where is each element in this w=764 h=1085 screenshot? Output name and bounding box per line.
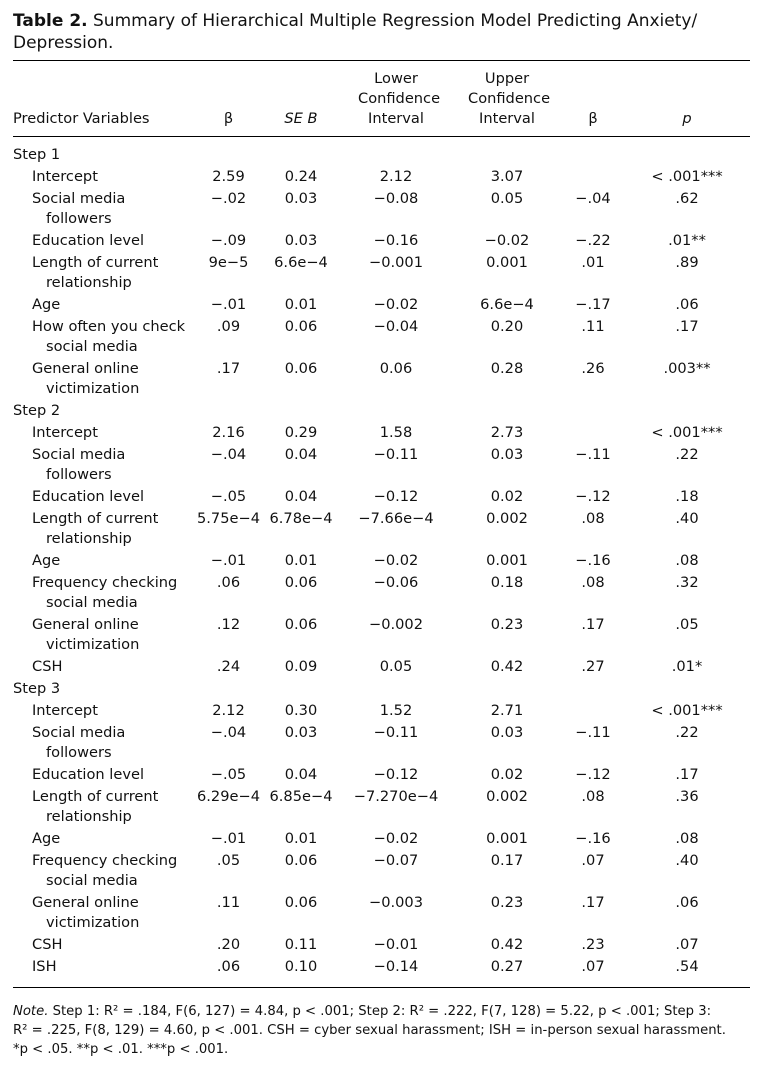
- predictor-name: CSH: [32, 936, 63, 953]
- p-value-cell: .06: [675, 894, 699, 911]
- table-row: [13, 956, 750, 987]
- predictor-name: Intercept: [32, 424, 98, 441]
- header-predictor: Predictor Variables: [13, 61, 195, 137]
- step-label: Step 2: [13, 402, 61, 419]
- p-value-cell: .18: [675, 488, 699, 505]
- se-b-cell: 0.24: [284, 168, 318, 185]
- beta-unstd-cell: 9e−5: [208, 254, 249, 271]
- predictor-cell: [13, 700, 195, 722]
- predictor-cell: [13, 572, 195, 614]
- beta-unstd-cell: −.05: [210, 766, 247, 783]
- lower-ci-cell: −0.16: [373, 232, 419, 249]
- table-row: [13, 486, 750, 508]
- predictor-name: Social media followers: [32, 724, 126, 761]
- beta-unstd-cell: .05: [216, 852, 241, 869]
- se-b-cell: 6.85e−4: [269, 788, 333, 805]
- upper-ci-cell: 0.001: [486, 254, 528, 271]
- p-value-cell: .40: [675, 852, 699, 869]
- predictor-cell: [13, 656, 195, 678]
- p-value-cell: .22: [675, 724, 699, 741]
- beta-std-cell: .17: [581, 894, 605, 911]
- table-caption: [13, 10, 750, 54]
- se-b-cell: 0.06: [284, 360, 318, 377]
- lower-ci-cell: −7.66e−4: [358, 510, 434, 527]
- header-beta-unstd: β: [195, 61, 262, 137]
- p-value-cell: .003**: [663, 360, 711, 377]
- beta-unstd-cell: 5.75e−4: [197, 510, 260, 527]
- p-value-cell: .05: [675, 616, 699, 633]
- beta-std-cell: −.16: [575, 830, 611, 847]
- p-value-cell: .40: [675, 510, 699, 527]
- predictor-name: How often you check social media: [32, 318, 186, 355]
- beta-std-cell: −.04: [575, 190, 611, 207]
- lower-ci-cell: −0.01: [373, 936, 419, 953]
- table-row: [13, 422, 750, 444]
- predictor-cell: [13, 230, 195, 252]
- upper-ci-cell: 0.23: [490, 616, 524, 633]
- lower-ci-cell: −7.270e−4: [353, 788, 439, 805]
- predictor-name: CSH: [32, 658, 63, 675]
- beta-std-cell: .07: [581, 852, 605, 869]
- predictor-cell: [13, 722, 195, 764]
- predictor-cell: [13, 166, 195, 188]
- upper-ci-cell: 0.001: [486, 830, 528, 847]
- table-row: [13, 722, 750, 764]
- lower-ci-cell: −0.04: [373, 318, 419, 335]
- se-b-cell: 0.03: [284, 724, 318, 741]
- table-row: [13, 764, 750, 786]
- beta-std-cell: .07: [581, 958, 605, 975]
- table-row: [13, 230, 750, 252]
- beta-unstd-cell: 2.59: [212, 168, 245, 185]
- beta-std-cell: [562, 166, 624, 188]
- upper-ci-cell: 0.002: [486, 510, 528, 527]
- beta-unstd-cell: .09: [216, 318, 241, 335]
- step-row: [13, 678, 750, 700]
- lower-ci-cell: −0.003: [368, 894, 423, 911]
- lower-ci-cell: 0.05: [379, 658, 413, 675]
- table-row: [13, 550, 750, 572]
- predictor-name: Age: [32, 552, 61, 569]
- upper-ci-cell: 0.02: [490, 488, 524, 505]
- upper-ci-cell: 0.27: [490, 958, 524, 975]
- beta-unstd-cell: .17: [216, 360, 241, 377]
- beta-unstd-cell: −.01: [210, 830, 247, 847]
- beta-std-cell: .27: [581, 658, 605, 675]
- table-row: [13, 166, 750, 188]
- beta-std-cell: .26: [581, 360, 605, 377]
- predictor-name: Frequency checking social media: [32, 852, 178, 889]
- p-value-cell: < .001***: [651, 702, 723, 719]
- predictor-name: ISH: [32, 958, 57, 975]
- table-row: [13, 294, 750, 316]
- p-value-cell: .07: [675, 936, 699, 953]
- predictor-cell: [13, 614, 195, 656]
- beta-std-cell: .01: [581, 254, 605, 271]
- table-row: [13, 316, 750, 358]
- beta-std-cell: .08: [581, 574, 605, 591]
- beta-unstd-cell: .12: [216, 616, 241, 633]
- beta-std-cell: .08: [581, 788, 605, 805]
- beta-unstd-cell: .24: [216, 658, 241, 675]
- p-value-cell: .17: [675, 766, 699, 783]
- se-b-cell: 0.06: [284, 616, 318, 633]
- step-label: Step 1: [13, 146, 61, 163]
- predictor-cell: [13, 764, 195, 786]
- beta-std-cell: −.12: [575, 488, 611, 505]
- upper-ci-cell: 0.23: [490, 894, 524, 911]
- lower-ci-cell: 2.12: [379, 168, 413, 185]
- upper-ci-cell: 3.07: [490, 168, 524, 185]
- predictor-cell: [13, 934, 195, 956]
- predictor-cell: [13, 828, 195, 850]
- lower-ci-cell: −0.02: [373, 830, 419, 847]
- lower-ci-cell: 1.58: [379, 424, 413, 441]
- predictor-name: Social media followers: [32, 446, 126, 483]
- upper-ci-cell: 0.20: [490, 318, 524, 335]
- beta-unstd-cell: −.01: [210, 296, 247, 313]
- predictor-cell: [13, 508, 195, 550]
- se-b-cell: 0.01: [284, 296, 318, 313]
- header-upper-ci: Upper Confidence Interval: [452, 61, 562, 137]
- upper-ci-cell: 0.17: [490, 852, 524, 869]
- beta-std-cell: [562, 700, 624, 722]
- lower-ci-cell: −0.001: [368, 254, 423, 271]
- table-body: [13, 137, 750, 988]
- se-b-cell: 0.01: [284, 552, 318, 569]
- beta-std-cell: −.11: [575, 724, 611, 741]
- p-value-cell: .22: [675, 446, 699, 463]
- note-line-3: *p < .05. **p < .01. ***p < .001.: [13, 1042, 229, 1057]
- p-value-cell: .01*: [671, 658, 703, 675]
- table-row: [13, 786, 750, 828]
- note-line-2: R² = .225, F(8, 129) = 4.60, p < .001. CSH = cyber sexual harassment; ISH = in-person sexual harassment.: [13, 1023, 726, 1038]
- beta-unstd-cell: .11: [216, 894, 241, 911]
- beta-unstd-cell: 2.12: [212, 702, 245, 719]
- se-b-cell: 0.10: [284, 958, 318, 975]
- upper-ci-cell: 2.73: [490, 424, 524, 441]
- lower-ci-cell: −0.07: [373, 852, 419, 869]
- se-b-cell: 6.6e−4: [274, 254, 328, 271]
- header-beta-std: β: [562, 61, 624, 137]
- predictor-cell: [13, 188, 195, 230]
- predictor-name: General online victimization: [32, 894, 140, 931]
- beta-std-cell: .23: [581, 936, 605, 953]
- p-value-cell: .36: [675, 788, 699, 805]
- beta-std-cell: −.22: [575, 232, 611, 249]
- se-b-cell: 0.01: [284, 830, 318, 847]
- lower-ci-cell: −0.002: [368, 616, 423, 633]
- upper-ci-cell: 2.71: [490, 702, 524, 719]
- table-note: [13, 1002, 750, 1059]
- se-b-cell: 0.30: [284, 702, 318, 719]
- table-row: [13, 572, 750, 614]
- table-row: [13, 508, 750, 550]
- predictor-cell: [13, 892, 195, 934]
- bottom-rule: [13, 987, 750, 988]
- beta-unstd-cell: −.05: [210, 488, 247, 505]
- predictor-cell: [13, 486, 195, 508]
- p-value-cell: .89: [675, 254, 699, 271]
- beta-std-cell: [562, 422, 624, 444]
- note-line-1: Step 1: R² = .184, F(6, 127) = 4.84, p < .001; Step 2: R² = .222, F(7, 128) = 5.22, p < .001; Step 3:: [52, 1004, 712, 1019]
- se-b-cell: 0.06: [284, 852, 318, 869]
- p-value-cell: < .001***: [651, 168, 723, 185]
- predictor-name: Length of current relationship: [32, 254, 159, 291]
- lower-ci-cell: −0.14: [373, 958, 419, 975]
- p-value-cell: .06: [675, 296, 699, 313]
- header-row: [13, 61, 750, 137]
- predictor-cell: [13, 550, 195, 572]
- se-b-cell: 0.09: [284, 658, 318, 675]
- beta-std-cell: −.17: [575, 296, 611, 313]
- se-b-cell: 0.06: [284, 894, 318, 911]
- predictor-name: Intercept: [32, 702, 98, 719]
- predictor-name: Education level: [32, 766, 144, 783]
- se-b-cell: 0.29: [284, 424, 318, 441]
- beta-unstd-cell: 6.29e−4: [197, 788, 260, 805]
- se-b-cell: 0.03: [284, 232, 318, 249]
- se-b-cell: 6.78e−4: [269, 510, 333, 527]
- beta-unstd-cell: 2.16: [212, 424, 245, 441]
- note-label: Note.: [13, 1004, 49, 1019]
- upper-ci-cell: 0.42: [490, 936, 524, 953]
- lower-ci-cell: 0.06: [379, 360, 413, 377]
- predictor-cell: [13, 956, 195, 987]
- upper-ci-cell: 0.42: [490, 658, 524, 675]
- predictor-name: General online victimization: [32, 360, 140, 397]
- se-b-cell: 0.06: [284, 318, 318, 335]
- predictor-name: Intercept: [32, 168, 98, 185]
- p-value-cell: .08: [675, 830, 699, 847]
- lower-ci-cell: −0.12: [373, 488, 419, 505]
- beta-unstd-cell: .06: [216, 574, 241, 591]
- predictor-name: Length of current relationship: [32, 788, 159, 825]
- se-b-cell: 0.06: [284, 574, 318, 591]
- se-b-cell: 0.04: [284, 446, 318, 463]
- se-b-cell: 0.04: [284, 766, 318, 783]
- header-lower-ci: Lower Confidence Interval: [340, 61, 452, 137]
- table-title: Summary of Hierarchical Multiple Regression Model Predicting Anxiety/ Depression.: [13, 11, 698, 53]
- upper-ci-cell: 0.28: [490, 360, 524, 377]
- predictor-cell: [13, 850, 195, 892]
- header-p: p: [624, 61, 750, 137]
- step-row: [13, 137, 750, 167]
- predictor-cell: [13, 358, 195, 400]
- upper-ci-cell: 0.03: [490, 724, 524, 741]
- step-row: [13, 400, 750, 422]
- beta-std-cell: .11: [581, 318, 605, 335]
- upper-ci-cell: 0.02: [490, 766, 524, 783]
- beta-std-cell: −.11: [575, 446, 611, 463]
- predictor-cell: [13, 252, 195, 294]
- beta-std-cell: .17: [581, 616, 605, 633]
- p-value-cell: .54: [675, 958, 699, 975]
- predictor-name: Education level: [32, 232, 144, 249]
- upper-ci-cell: 0.05: [490, 190, 524, 207]
- table-row: [13, 656, 750, 678]
- beta-unstd-cell: −.04: [210, 446, 247, 463]
- predictor-name: General online victimization: [32, 616, 140, 653]
- se-b-cell: 0.03: [284, 190, 318, 207]
- table-row: [13, 934, 750, 956]
- p-value-cell: .17: [675, 318, 699, 335]
- predictor-cell: [13, 786, 195, 828]
- table-label: Table 2.: [13, 11, 88, 31]
- p-value-cell: .01**: [668, 232, 706, 249]
- upper-ci-cell: 6.6e−4: [480, 296, 534, 313]
- upper-ci-cell: 0.03: [490, 446, 524, 463]
- beta-unstd-cell: .06: [216, 958, 241, 975]
- se-b-cell: 0.04: [284, 488, 318, 505]
- se-b-cell: 0.11: [284, 936, 318, 953]
- p-value-cell: .62: [675, 190, 699, 207]
- predictor-name: Age: [32, 830, 61, 847]
- table-row: [13, 252, 750, 294]
- p-value-cell: .08: [675, 552, 699, 569]
- lower-ci-cell: −0.11: [373, 724, 419, 741]
- beta-unstd-cell: −.02: [210, 190, 247, 207]
- p-value-cell: .32: [675, 574, 699, 591]
- beta-unstd-cell: −.01: [210, 552, 247, 569]
- table-row: [13, 850, 750, 892]
- table-row: [13, 700, 750, 722]
- beta-unstd-cell: −.09: [210, 232, 247, 249]
- upper-ci-cell: −0.02: [484, 232, 530, 249]
- predictor-name: Frequency checking social media: [32, 574, 178, 611]
- predictor-cell: [13, 422, 195, 444]
- beta-std-cell: −.12: [575, 766, 611, 783]
- beta-unstd-cell: .20: [216, 936, 241, 953]
- lower-ci-cell: −0.08: [373, 190, 419, 207]
- beta-std-cell: .08: [581, 510, 605, 527]
- lower-ci-cell: −0.06: [373, 574, 419, 591]
- table-container: [13, 10, 750, 1059]
- predictor-cell: [13, 316, 195, 358]
- lower-ci-cell: −0.11: [373, 446, 419, 463]
- predictor-name: Social media followers: [32, 190, 126, 227]
- table-row: [13, 188, 750, 230]
- table-row: [13, 892, 750, 934]
- predictor-name: Age: [32, 296, 61, 313]
- regression-table: [13, 61, 750, 987]
- predictor-name: Education level: [32, 488, 144, 505]
- upper-ci-cell: 0.002: [486, 788, 528, 805]
- table-row: [13, 444, 750, 486]
- predictor-cell: [13, 294, 195, 316]
- table-row: [13, 358, 750, 400]
- lower-ci-cell: −0.02: [373, 552, 419, 569]
- predictor-cell: [13, 444, 195, 486]
- beta-std-cell: −.16: [575, 552, 611, 569]
- table-row: [13, 828, 750, 850]
- lower-ci-cell: −0.02: [373, 296, 419, 313]
- header-se-b: SE B: [262, 61, 340, 137]
- beta-unstd-cell: −.04: [210, 724, 247, 741]
- lower-ci-cell: 1.52: [379, 702, 413, 719]
- p-value-cell: < .001***: [651, 424, 723, 441]
- table-row: [13, 614, 750, 656]
- upper-ci-cell: 0.001: [486, 552, 528, 569]
- predictor-name: Length of current relationship: [32, 510, 159, 547]
- upper-ci-cell: 0.18: [490, 574, 524, 591]
- lower-ci-cell: −0.12: [373, 766, 419, 783]
- step-label: Step 3: [13, 680, 61, 697]
